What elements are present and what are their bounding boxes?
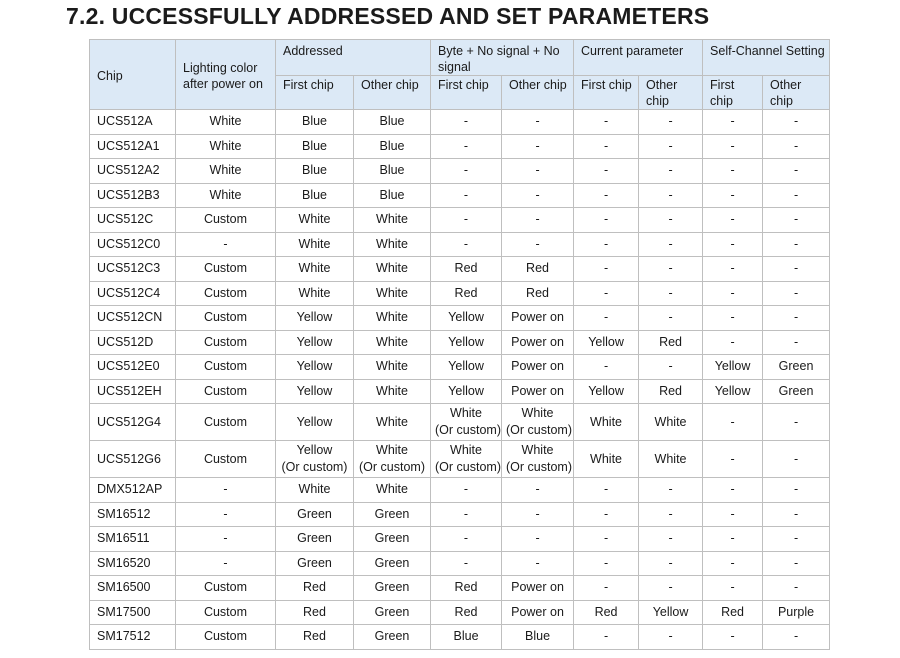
table-cell: White [176,183,276,208]
table-cell: Blue [276,134,354,159]
table-cell: - [431,110,502,135]
table-cell: White [354,281,431,306]
table-cell: Custom [176,404,276,441]
table-row [90,502,830,527]
table-cell: - [574,306,639,331]
table-cell: Custom [176,330,276,355]
table-cell: White [276,208,354,233]
table-cell: Blue [354,183,431,208]
table-cell: - [574,232,639,257]
table-cell: - [431,232,502,257]
table-cell-line: Yellow [296,443,333,457]
table-cell: White [354,257,431,282]
table-cell: Red [639,330,703,355]
table-cell: Power on [502,330,574,355]
table-cell: - [703,159,763,184]
table-cell: - [763,208,830,233]
table-cell: Blue [276,159,354,184]
table-cell: Green [763,379,830,404]
table-row [90,208,830,233]
table-cell: Custom [176,379,276,404]
chip-name-cell: UCS512CN [90,306,176,331]
table-cell: Yellow [431,330,502,355]
table-cell: Power on [502,576,574,601]
table-cell: Red [502,281,574,306]
table-cell [502,404,574,441]
table-cell: Custom [176,257,276,282]
table-row [90,551,830,576]
table-cell: - [703,110,763,135]
header-current-parameter: Current parameter [574,40,703,76]
header-first-chip: First chip [276,76,354,110]
table-row [90,404,830,441]
chip-name-cell: UCS512G6 [90,441,176,478]
chip-name-cell: SM16520 [90,551,176,576]
table-cell: - [763,502,830,527]
table-cell: Yellow [431,379,502,404]
table-cell: - [574,159,639,184]
table-cell: - [502,134,574,159]
chip-name-cell: UCS512A [90,110,176,135]
table-cell: Green [276,502,354,527]
table-cell: - [639,134,703,159]
table-cell: Power on [502,355,574,380]
table-cell: - [574,527,639,552]
table-row [90,134,830,159]
table-cell: Red [639,379,703,404]
table-cell: - [431,159,502,184]
table-cell: - [639,625,703,650]
table-cell: - [763,281,830,306]
table-cell: - [574,183,639,208]
table-cell: Red [276,600,354,625]
table-cell: - [703,257,763,282]
table-cell: - [176,551,276,576]
header-first-chip: First chip [574,76,639,110]
chip-name-cell: UCS512B3 [90,183,176,208]
header-addressed: Addressed [276,40,431,76]
table-row [90,281,830,306]
chip-name-cell: SM17500 [90,600,176,625]
table-cell: Green [763,355,830,380]
table-cell: Yellow [639,600,703,625]
table-cell: - [431,527,502,552]
table-row [90,183,830,208]
table-cell: - [574,551,639,576]
table-cell: Yellow [276,306,354,331]
table-cell: Red [574,600,639,625]
table-cell-line: (Or custom) [359,460,425,474]
table-cell: - [639,183,703,208]
table-cell: - [431,134,502,159]
table-cell: Yellow [703,379,763,404]
table-cell-line: White [376,443,408,457]
table-row [90,527,830,552]
table-cell: Yellow [276,379,354,404]
table-cell: Red [431,576,502,601]
table-cell: - [703,404,763,441]
table-cell: Green [354,600,431,625]
table-cell: Custom [176,306,276,331]
table-cell: Power on [502,379,574,404]
table-cell: - [574,355,639,380]
table-row [90,110,830,135]
table-cell: Red [703,600,763,625]
table-cell: Yellow [431,306,502,331]
table-cell: - [639,502,703,527]
table-cell: - [763,159,830,184]
chip-name-cell: UCS512E0 [90,355,176,380]
chip-name-cell: UCS512C0 [90,232,176,257]
table-cell: - [502,502,574,527]
table-cell [431,404,502,441]
table-cell: White [639,404,703,441]
table-cell: - [574,576,639,601]
table-cell: - [763,134,830,159]
table-cell: Yellow [431,355,502,380]
chip-name-cell: UCS512C3 [90,257,176,282]
table-cell: - [703,330,763,355]
table-cell: Purple [763,600,830,625]
table-row [90,257,830,282]
table-cell: - [703,208,763,233]
table-cell: - [639,355,703,380]
table-cell: Blue [354,134,431,159]
table-cell: Blue [431,625,502,650]
table-cell: - [703,134,763,159]
table-row [90,478,830,503]
table-cell: Custom [176,281,276,306]
table-cell: Blue [354,159,431,184]
header-other-chip: Other chip [354,76,431,110]
table-cell: - [431,183,502,208]
table-cell: - [639,551,703,576]
table-cell: Green [276,527,354,552]
table-cell: White [354,330,431,355]
table-cell-line: White [521,406,554,420]
table-cell-line: White [521,443,554,457]
table-cell-line: White [450,406,482,420]
chip-name-cell: UCS512A2 [90,159,176,184]
table-cell: White [574,404,639,441]
table-cell: Red [276,625,354,650]
table-cell: - [763,404,830,441]
chip-name-cell: UCS512C4 [90,281,176,306]
table-cell: Blue [276,183,354,208]
table-cell: Yellow [276,404,354,441]
chip-name-cell: SM16500 [90,576,176,601]
table-cell: White [354,478,431,503]
header-first-chip: First chip [431,76,502,110]
table-row [90,600,830,625]
table-cell: White [354,306,431,331]
chip-name-cell: SM17512 [90,625,176,650]
table-cell: Blue [502,625,574,650]
table-cell-line: (Or custom) [506,423,572,437]
table-cell: - [763,306,830,331]
table-cell: Green [354,625,431,650]
table-cell: - [502,159,574,184]
table-cell: - [763,257,830,282]
table-cell: Red [431,600,502,625]
table-cell: Green [354,576,431,601]
table-cell: Custom [176,600,276,625]
table-cell: - [176,478,276,503]
table-row [90,576,830,601]
chip-name-cell: UCS512D [90,330,176,355]
chip-name-cell: UCS512EH [90,379,176,404]
table-cell: - [639,281,703,306]
table-cell: - [639,576,703,601]
table-cell: White [574,441,639,478]
table-cell-line: (Or custom) [281,460,348,474]
chip-name-cell: DMX512AP [90,478,176,503]
table-cell: Custom [176,576,276,601]
table-header [90,40,830,110]
table-cell: Yellow [574,330,639,355]
table-cell: Green [354,527,431,552]
table-cell: - [502,232,574,257]
header-lighting-color: Lighting color after power on [176,40,276,110]
table-cell: - [763,330,830,355]
table-cell: - [176,527,276,552]
table-row [90,355,830,380]
table-cell [431,441,502,478]
table-cell: Blue [276,110,354,135]
header-self-channel-setting: Self-Channel Setting [703,40,830,76]
table-cell: - [574,134,639,159]
table-cell: - [502,551,574,576]
table-cell: Power on [502,306,574,331]
table-cell: - [763,232,830,257]
table-row [90,306,830,331]
chip-name-cell: SM16512 [90,502,176,527]
table-cell [276,441,354,478]
table-cell: - [502,527,574,552]
table-cell: - [763,110,830,135]
chip-name-cell: UCS512C [90,208,176,233]
header-byte-no-signal: Byte + No signal + No signal [431,40,574,76]
table-cell: Custom [176,625,276,650]
table-cell: - [574,110,639,135]
table-cell: Custom [176,208,276,233]
table-cell: - [703,502,763,527]
table-cell: Yellow [276,330,354,355]
table-cell: - [703,306,763,331]
table-cell: - [574,478,639,503]
header-other-chip: Other chip [639,76,703,110]
table-body [90,110,830,650]
table-cell: White [276,281,354,306]
table-cell: - [703,478,763,503]
table-cell: Red [276,576,354,601]
table-cell: - [703,232,763,257]
chip-name-cell: UCS512G4 [90,404,176,441]
table-cell: Custom [176,441,276,478]
table-row [90,159,830,184]
table-cell-line: (Or custom) [506,460,572,474]
table-cell: - [502,183,574,208]
table-cell: White [354,404,431,441]
table-cell: - [763,441,830,478]
table-cell: - [431,478,502,503]
table-cell: - [703,183,763,208]
table-cell: Green [354,551,431,576]
table-cell: - [639,159,703,184]
table-cell: - [502,110,574,135]
table-cell: Yellow [276,355,354,380]
table-cell: Custom [176,355,276,380]
section-title: 7.2. UCCESSFULLY ADDRESSED AND SET PARAMETERS [66,3,710,29]
table-cell: Red [431,257,502,282]
table-cell: White [354,355,431,380]
table-row [90,379,830,404]
table-cell: Blue [354,110,431,135]
table-cell: - [176,502,276,527]
table-row [90,330,830,355]
table-row [90,625,830,650]
table-cell: Red [431,281,502,306]
table-cell: White [176,110,276,135]
header-first-chip: First chip [703,76,763,110]
table-cell: - [502,208,574,233]
chip-name-cell: UCS512A1 [90,134,176,159]
table-cell: Yellow [574,379,639,404]
table-cell: White [276,232,354,257]
table-cell: White [354,232,431,257]
table-cell: - [574,625,639,650]
table-cell: - [703,576,763,601]
table-cell: - [639,110,703,135]
table-cell: Green [354,502,431,527]
table-cell: - [703,441,763,478]
table-cell: - [703,551,763,576]
table-cell: - [639,257,703,282]
table-cell: - [639,208,703,233]
table-cell: - [502,478,574,503]
table-cell: - [574,208,639,233]
table-cell: - [763,576,830,601]
header-other-chip: Other chip [502,76,574,110]
table-cell: - [703,281,763,306]
table-cell-line: (Or custom) [435,423,501,437]
table-cell: White [639,441,703,478]
table-cell: Red [502,257,574,282]
table-cell [502,441,574,478]
table-cell: - [574,281,639,306]
table-cell: - [431,208,502,233]
table-cell: White [354,208,431,233]
table-cell: - [431,551,502,576]
table-cell: - [763,551,830,576]
table-cell: - [176,232,276,257]
table-cell: - [574,257,639,282]
table-cell: - [763,625,830,650]
table-cell: - [639,232,703,257]
table-row [90,441,830,478]
table-cell: - [703,527,763,552]
table-cell [354,441,431,478]
table-cell: - [703,625,763,650]
table-cell-line: (Or custom) [435,460,501,474]
table-cell: - [639,527,703,552]
header-other-chip: Other chip [763,76,830,110]
table-cell: - [431,502,502,527]
table-cell: - [639,478,703,503]
table-row [90,232,830,257]
table-cell: Yellow [703,355,763,380]
table-cell: Power on [502,600,574,625]
parameters-table [89,39,830,650]
table-cell: - [763,527,830,552]
table-cell: - [763,478,830,503]
table-cell: White [276,257,354,282]
table-cell: White [354,379,431,404]
header-chip: Chip [90,40,176,110]
chip-name-cell: SM16511 [90,527,176,552]
table-cell: White [276,478,354,503]
table-cell: White [176,159,276,184]
table-cell: Green [276,551,354,576]
table-cell: - [763,183,830,208]
table-cell: - [574,502,639,527]
table-cell: - [639,306,703,331]
table-cell-line: White [450,443,482,457]
table-cell: White [176,134,276,159]
